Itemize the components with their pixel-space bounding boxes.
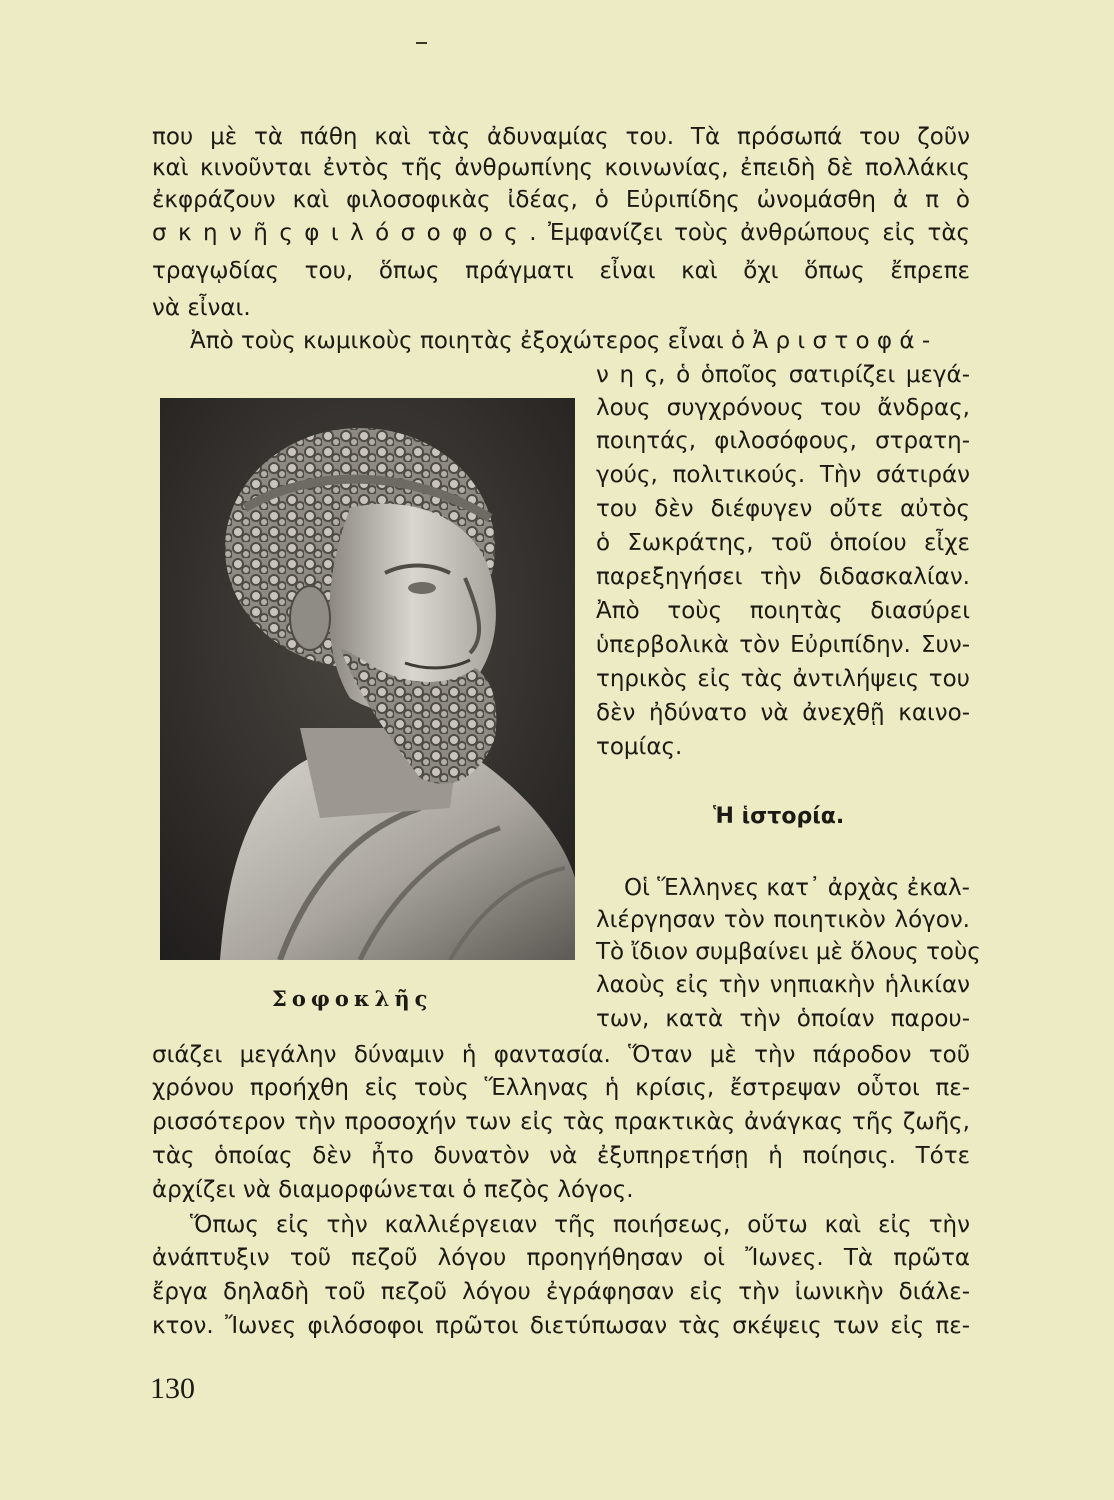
text-line: τηρικὸς εἰς τὰς ἀντιλήψεις του [596, 666, 970, 692]
text-line: ἐκφράζουν καὶ φιλοσοφικὰς ἰδέας, ὁ Εὐριπίδης ὠνομάσθη ἀ π ὸ [152, 187, 970, 213]
text-line: ρισσότερον τὴν προσοχήν των εἰς τὰς πρακτικὰς ἀνάγκας τῆς ζωῆς, [152, 1109, 970, 1135]
text-line: ποιητάς, φιλοσόφους, στρατη- [596, 428, 970, 454]
text-line: παρεξηγήσει τὴν διδασκαλίαν. [596, 564, 970, 590]
text-line: ὑπερβολικὰ τὸν Εὐριπίδην. Συν- [596, 632, 970, 658]
text-line: λους συγχρόνους του ἄνδρας, [596, 395, 970, 421]
text-line: ὁ Σωκράτης, τοῦ ὁποίου εἶχε [596, 530, 970, 556]
text-line: λαοὺς εἰς τὴν νηπιακὴν ἡλικίαν [596, 972, 970, 998]
section-heading: Ἡ ἱστορία. [713, 804, 845, 829]
text-line: τομίας. [596, 734, 683, 760]
text-line: που μὲ τὰ πάθη καὶ τὰς ἀδυναμίας του. Τὰ πρόσωπά του ζοῦν [152, 124, 970, 150]
text-line: λιέργησαν τὸν ποιητικὸν λόγον. [596, 907, 970, 933]
top-mark [416, 42, 427, 44]
figure-caption: Σοφοκλῆς [272, 986, 433, 1011]
text-line: νὰ εἶναι. [152, 295, 251, 321]
sophocles-bust-image [160, 398, 575, 960]
text-line: του δὲν διέφυγεν οὔτε αὐτὸς [596, 496, 970, 522]
text-line: ἔργα δηλαδὴ τοῦ πεζοῦ λόγου ἐγράφησαν εἰς τὴν ἰωνικὴν διάλε- [152, 1279, 970, 1305]
text-line: σιάζει μεγάλην δύναμιν ἡ φαντασία. Ὅταν μὲ τὴν πάροδον τοῦ [152, 1042, 970, 1068]
text-line: Ἀπὸ τοὺς ποιητὰς διασύρει [596, 598, 970, 624]
text-line: ἀρχίζει νὰ διαμορφώνεται ὁ πεζὸς λόγος. [152, 1177, 634, 1203]
text-line: γούς, πολιτικούς. Τὴν σάτιράν [596, 462, 970, 488]
text-line: ν η ς, ὁ ὁποῖος σατιρίζει μεγά- [596, 362, 970, 388]
text-line: τὰς ὁποίας δὲν ἦτο δυνατὸν νὰ ἐξυπηρετήσῃ ἡ ποίησις. Τότε [152, 1143, 970, 1169]
text-line: Ὅπως εἰς τὴν καλλιέργειαν τῆς ποιήσεως, οὕτω καὶ εἰς τὴν [190, 1212, 970, 1238]
text-line: Ἀπὸ τοὺς κωμικοὺς ποιητὰς ἐξοχώτερος εἶναι ὁ Ἀ ρ ι σ τ ο φ ά - [190, 328, 931, 354]
text-line: χρόνου προήχθη εἰς τοὺς Ἕλληνας ἡ κρίσις, ἔστρεψαν οὗτοι πε- [152, 1075, 970, 1101]
text-line: κτον. Ἴωνες φιλόσοφοι πρῶτοι διετύπωσαν τὰς σκέψεις των εἰς πε- [152, 1313, 970, 1339]
text-line: ἀνάπτυξιν τοῦ πεζοῦ λόγου προηγήθησαν οἱ Ἴωνες. Τὰ πρῶτα [152, 1245, 970, 1271]
text-line: των, κατὰ τὴν ὁποίαν παρου- [596, 1006, 970, 1032]
text-line: σ κ η ν ῆ ς φ ι λ ό σ ο φ ο ς . Ἐμφανίζει τοὺς ἀνθρώπους εἰς τὰς [152, 220, 970, 246]
text-line: καὶ κινοῦνται ἐντὸς τῆς ἀνθρωπίνης κοινωνίας, ἐπειδὴ δὲ πολλάκις [152, 155, 970, 181]
page-number: 130 [150, 1372, 195, 1405]
text-line: Τὸ ἴδιον συμβαίνει μὲ ὅλους τοὺς [596, 939, 981, 965]
text-line: Οἱ Ἕλληνες κατ᾽ ἀρχὰς ἐκαλ- [624, 875, 970, 901]
text-line: δὲν ἠδύνατο νὰ ἀνεχθῇ καινο- [596, 700, 970, 726]
text-line: τραγῳδίας του, ὅπως πράγματι εἶναι καὶ ὄχι ὅπως ἔπρεπε [152, 258, 970, 284]
